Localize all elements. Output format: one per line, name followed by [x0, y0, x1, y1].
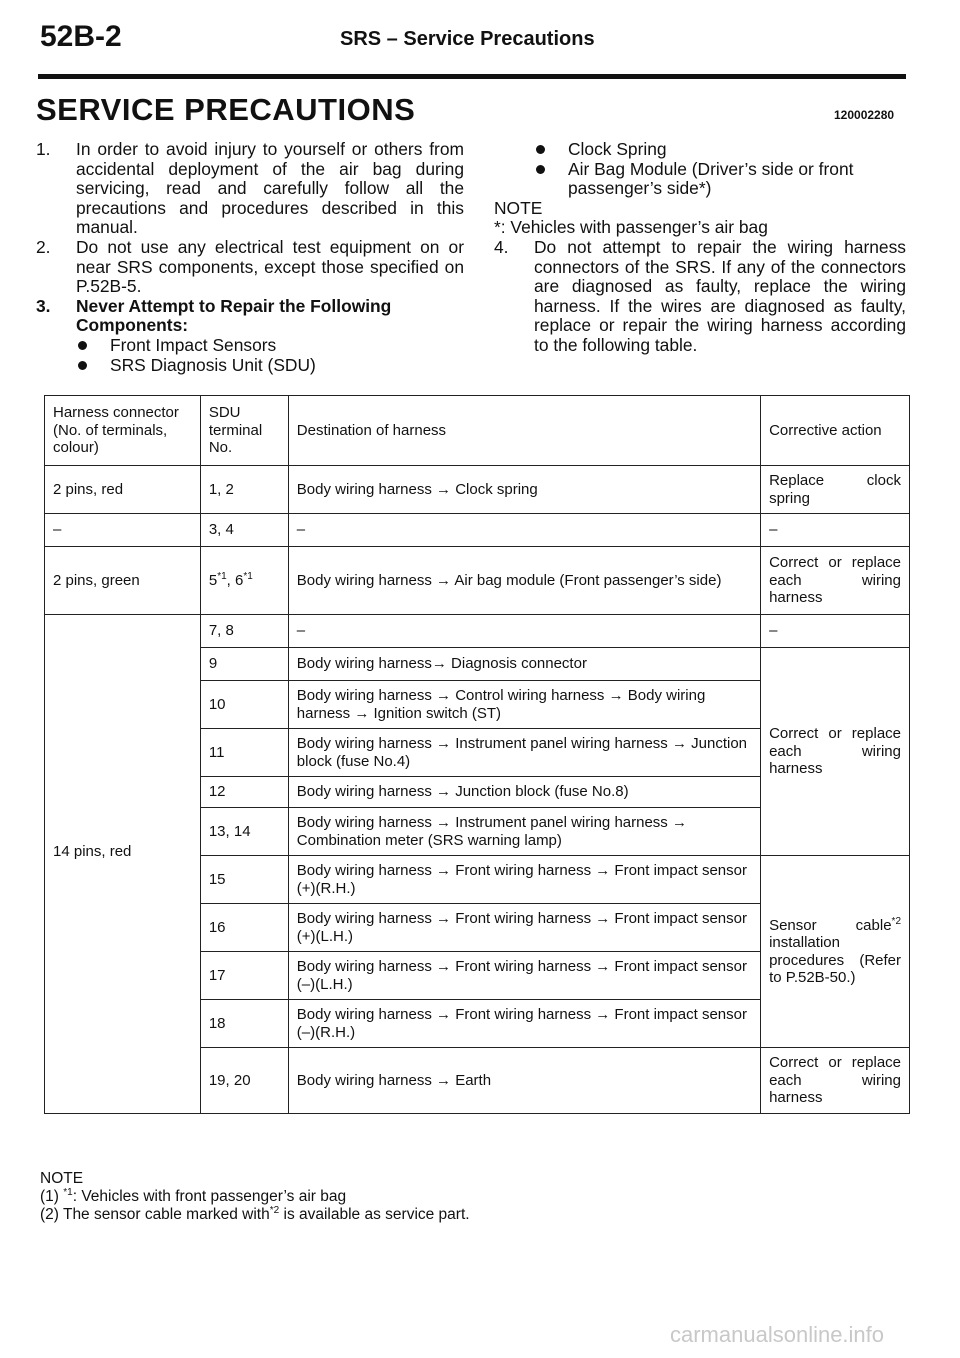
site-watermark: carmanualsonline.info: [670, 1322, 885, 1347]
item-number: 4.: [494, 236, 509, 257]
header-connector: Harness connector (No. of terminals, colour): [45, 396, 201, 466]
action-cell: –: [761, 514, 910, 547]
terminal-cell: 5$^{*1}$, 6$^{*1}$: [200, 547, 288, 615]
destination-cell: Body wiring harness → Front wiring harness → Front impact sensor (–)(L.H.): [288, 952, 760, 1000]
item-text: Never Attempt to Repair the Following Components:: [76, 295, 392, 336]
destination-cell: –: [288, 514, 760, 547]
component-list-continued: [494, 140, 906, 199]
terminal-cell: 3, 4: [200, 514, 288, 547]
note-label: NOTE: [494, 197, 543, 218]
terminal-cell: 17: [200, 952, 288, 1000]
table-row: [45, 466, 910, 514]
item-text: Do not attempt to repair the wiring harness connectors of the SRS. If any of the connectors are diagnosed as faulty, replace the wiring harness. If the wires are diagnosed as faulty, replace or repair the wiring harness according to the following table.: [534, 236, 906, 355]
terminal-cell: 11: [200, 729, 288, 777]
page-number: 52B-2: [40, 20, 122, 53]
destination-cell: Body wiring harness → Clock spring: [288, 466, 760, 514]
bullet-icon: [76, 356, 110, 376]
harness-repair-table: [44, 395, 910, 1114]
destination-cell: Body wiring harness → Front wiring harness → Front impact sensor (+)(L.H.): [288, 904, 760, 952]
action-cell: Correct or replace each wiring harness: [761, 648, 910, 856]
terminal-cell: 16: [200, 904, 288, 952]
destination-cell: –: [288, 615, 760, 648]
destination-cell: Body wiring harness → Instrument panel wiring harness → Combination meter (SRS warning lamp): [288, 808, 760, 856]
destination-cell: Body wiring harness→ Diagnosis connector: [288, 648, 760, 681]
destination-cell: Body wiring harness → Front wiring harness → Front impact sensor (–)(R.H.): [288, 1000, 760, 1048]
destination-cell: Body wiring harness → Front wiring harness → Front impact sensor (+)(R.H.): [288, 856, 760, 904]
precaution-item-1: [36, 140, 464, 238]
action-cell: Sensor cable$^{*2}$ installation procedures (Refer to P.52B-50.): [761, 856, 910, 1048]
item-number: 2.: [36, 236, 51, 257]
precaution-item-2: [36, 238, 464, 297]
destination-cell: Body wiring harness → Air bag module (Front passenger’s side): [288, 547, 760, 615]
item-number: 1.: [36, 139, 51, 159]
right-column: [494, 140, 906, 356]
terminal-cell: 9: [200, 648, 288, 681]
bullet-icon: [534, 140, 568, 160]
action-cell: –: [761, 615, 910, 648]
running-title: SRS – Service Precautions: [340, 28, 595, 50]
terminal-cell: 12: [200, 777, 288, 808]
item-number: 3.: [36, 295, 51, 316]
terminal-cell: 7, 8: [200, 615, 288, 648]
list-item: SRS Diagnosis Unit (SDU): [76, 356, 464, 376]
list-item: Air Bag Module (Driver’s side or front passenger’s side*): [534, 160, 906, 199]
table-row: [45, 514, 910, 547]
terminal-cell: 10: [200, 681, 288, 729]
table-row: [45, 547, 910, 615]
document-code: 120002280: [834, 108, 895, 122]
table-header-row: [45, 396, 910, 466]
terminal-cell: 19, 20: [200, 1048, 288, 1114]
header-action: Corrective action: [761, 396, 910, 466]
component-list: [36, 336, 464, 375]
terminal-cell: 18: [200, 1000, 288, 1048]
destination-cell: Body wiring harness → Junction block (fuse No.8): [288, 777, 760, 808]
footnote-label: NOTE: [40, 1170, 84, 1187]
table-row: [45, 615, 910, 648]
header-terminal: SDU terminal No.: [200, 396, 288, 466]
footnote-1: (1) $^{*1}$: Vehicles with front passenger’s air bag: [40, 1186, 347, 1205]
terminal-cell: 1, 2: [200, 466, 288, 514]
action-cell: Correct or replace each wiring harness: [761, 1048, 910, 1114]
left-column: [36, 140, 464, 375]
header-rule: [38, 74, 906, 79]
item-text: In order to avoid injury to yourself or others from accidental deployment of the air bag during servicing, read and carefully follow all the precautions and procedures described in this manual.: [76, 139, 464, 238]
connector-cell: 14 pins, red: [45, 615, 201, 1114]
action-cell: Replace clock spring: [761, 466, 910, 514]
connector-cell: –: [45, 514, 201, 547]
terminal-cell: 15: [200, 856, 288, 904]
item-text: Do not use any electrical test equipment on or near SRS components, except those specified on P.52B-5.: [76, 236, 464, 297]
list-item: Front Impact Sensors: [76, 336, 464, 356]
header-destination: Destination of harness: [288, 396, 760, 466]
precaution-item-3: [36, 297, 464, 336]
note-text: *: Vehicles with passenger’s air bag: [494, 217, 768, 238]
destination-cell: Body wiring harness → Earth: [288, 1048, 760, 1114]
connector-cell: 2 pins, green: [45, 547, 201, 615]
terminal-cell: 13, 14: [200, 808, 288, 856]
section-title: SERVICE PRECAUTIONS: [36, 92, 416, 127]
action-cell: Correct or replace each wiring harness: [761, 547, 910, 615]
list-item: Clock Spring: [534, 140, 906, 160]
bullet-icon: [534, 160, 568, 199]
destination-cell: Body wiring harness → Instrument panel wiring harness → Junction block (fuse No.4): [288, 729, 760, 777]
footnote-2: (2) The sensor cable marked with$^{*2}$ is available as service part.: [40, 1204, 470, 1223]
destination-cell: Body wiring harness → Control wiring harness → Body wiring harness → Ignition switch (ST): [288, 681, 760, 729]
footnotes: [40, 1170, 470, 1224]
bullet-icon: [76, 336, 110, 356]
connector-cell: 2 pins, red: [45, 466, 201, 514]
precaution-item-4: [494, 238, 906, 356]
